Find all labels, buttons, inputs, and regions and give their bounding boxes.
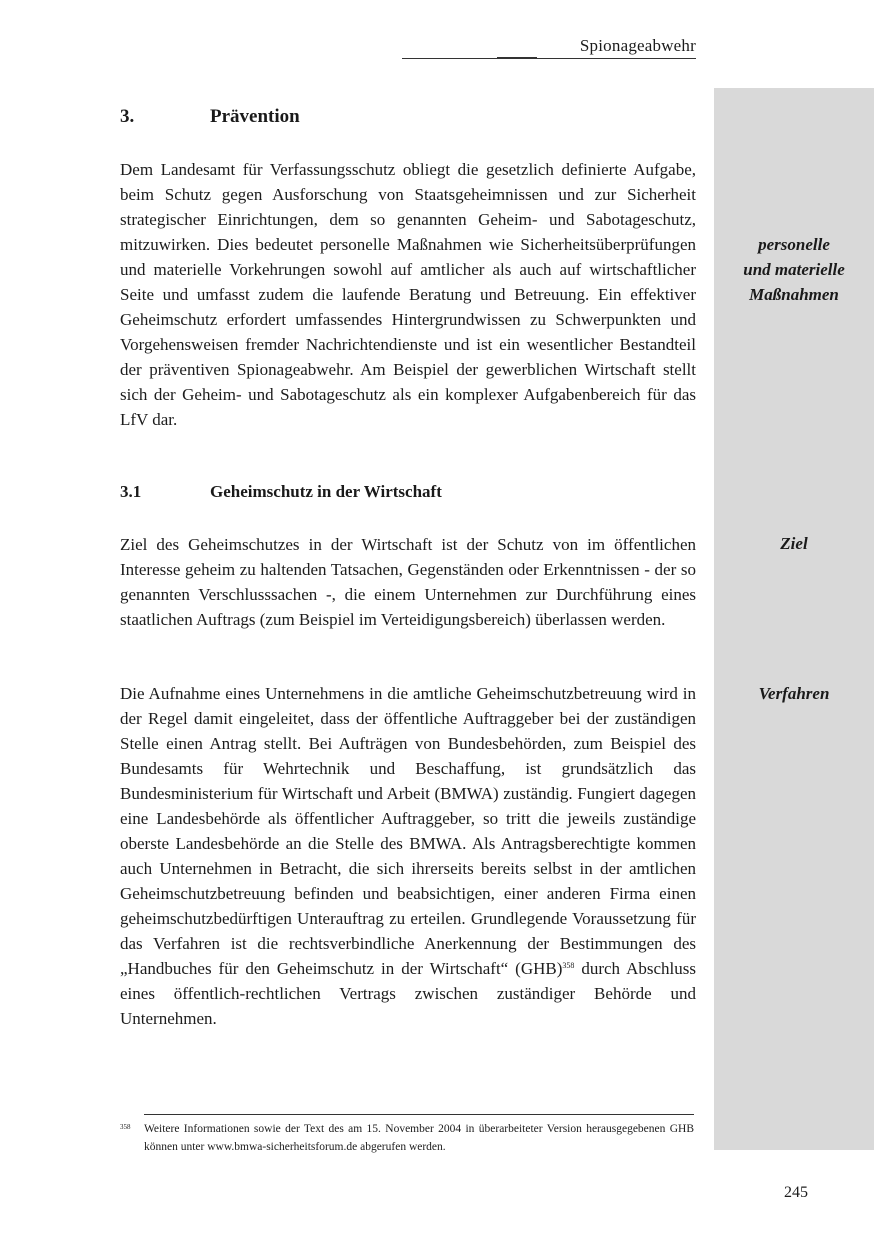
subsection-paragraph-procedure [120,681,696,1031]
footnote-mark: 358 [120,1123,131,1131]
section-heading [120,106,300,128]
subsection-paragraph-goal: Ziel des Geheimschutzes in der Wirtschaft ist der Schutz von im öffentlichen Interesse geheim zu haltenden Tatsachen, Gegenständen oder Erkenntnissen - der so genannten Verschlusssachen -, die einem Unternehmen zur Durchführung eines staatlichen Auftrags (zum Beispiel im Verteidigungsbereich) überlassen werden. [120,535,696,629]
subsection-number: 3.1 [120,482,142,501]
subsection-title: Geheimschutz in der Wirtschaft [210,482,442,501]
running-header: Spionageabwehr [579,36,696,55]
paragraph-text: Die Aufnahme eines Unternehmens in die amtliche Geheimschutzbetreuung wird in der Regel damit eingeleitet, dass der öffentliche Auftraggeber bei der zuständigen Stelle einen Antrag stellt. Bei Aufträgen von Bundesbehörden, zum Beispiel des Bundesamts für Wehrtechnik und Beschaffung, ist grundsätzlich das Bundesministerium für Wirtschaft und Arbeit (BMWA) zuständig. Fungiert dagegen eine Landesbehörde als öffentlicher Auftraggeber, so tritt die jeweils zuständige oberste Landesbehörde an die Stelle des BMWA. Als Antragsberechtigte kommen auch Unternehmen in Betracht, die sich ihrerseits bereits selbst in der amtlichen Geheimschutzbetreuung befinden und beabsichtigen, einer anderen Firma einen geheimschutzbedürftigen Unterauftrag zu erteilen. Grundlegende Voraussetzung für das Verfahren ist die rechtsverbindliche Anerkennung der Bestimmungen des „Handbuches für den Geheimschutz in der Wirtschaft“ (GHB) [120,684,696,978]
section-number: 3. [120,106,135,127]
margin-note-line: Maßnahmen [749,285,839,304]
section-paragraph: Dem Landesamt für Verfassungsschutz obliegt die gesetzlich definierte Aufgabe, beim Schutz gegen Ausforschung von Staatsgeheimnissen und zur Sicherheit strategischer Einrichtungen, dem so genannten Geheim- und Sabotageschutz, mitzuwirken. Dies bedeutet personelle Maßnahmen wie Sicherheitsüberprüfungen und materielle Vorkehrungen sowohl auf amtlicher als auch auf wirtschaftlicher Seite und umfasst zudem die laufende Beratung und Betreuung. Ein effektiver Geheimschutz erfordert umfassendes Hintergrundwissen zu Schwerpunkten und Vorgehensweisen fremder Nachrichtendienste und ist ein wesentlicher Bestandteil der präventiven Spionageabwehr. Am Beispiel der gewerblichen Wirtschaft stellt sich der Geheim- und Sabotageschutz als ein komplexer Aufgabenbereich für das LfV dar. [120,160,696,429]
margin-note-line: personelle [758,235,830,254]
header-rule-accent [497,57,537,59]
page-number: 245 [784,1184,808,1201]
paragraph-text-tail: durch Abschluss eines öffentlich-rechtlichen Vertrags zwischen zuständiger Behörde und Unternehmen. [120,959,696,1028]
margin-note-procedure: Verfahren [758,684,830,703]
margin-note-line: und materielle [743,260,845,279]
subsection-heading [120,482,442,502]
footnote [120,1120,694,1156]
margin-note-measures [714,232,874,307]
header-rule [402,58,696,59]
footnote-text: Weitere Informationen sowie der Text des am 15. November 2004 in überarbeiteter Version herausgegebenen GHB können unter www.bmwa-sicherheitsforum.de abgerufen werden. [144,1123,694,1153]
margin-note-goal: Ziel [780,534,808,553]
footnote-rule [144,1114,694,1115]
section-title: Prävention [210,106,300,127]
footnote-reference[interactable]: 358 [562,961,575,970]
